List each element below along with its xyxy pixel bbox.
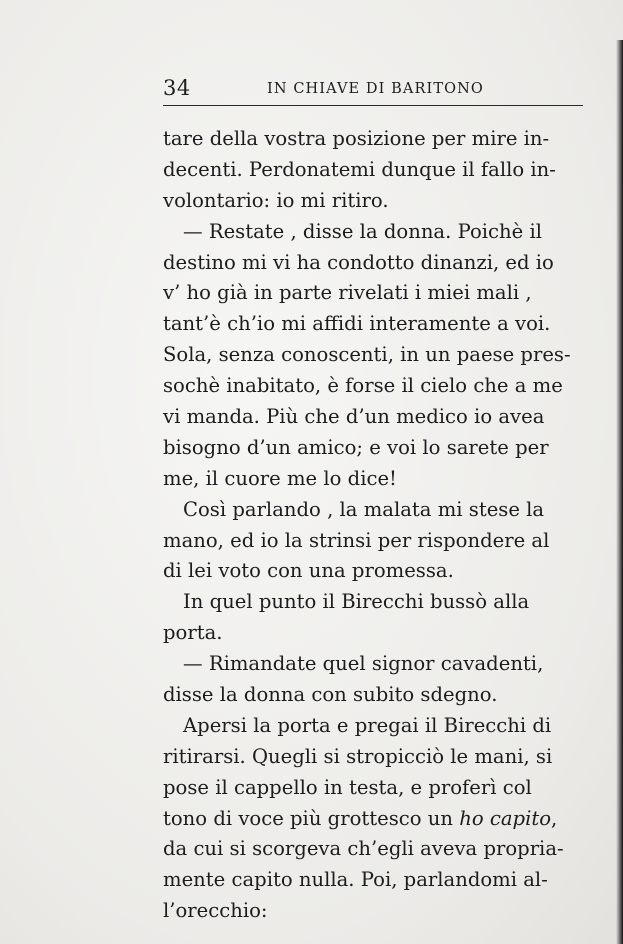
text-line: Apersi la porta e pregai il Birecchi di <box>183 713 552 737</box>
text-line: volontario: io mi ritiro. <box>163 188 389 212</box>
text-line: v’ ho già in parte rivelati i miei mali , <box>163 281 532 305</box>
text-line: destino mi vi ha condotto dinanzi, ed io <box>163 250 554 274</box>
text-line: di lei voto con una promessa. <box>163 559 454 583</box>
text-line: ritirarsi. Quegli si stropicciò le mani, si <box>163 744 553 768</box>
text-line: Sola, senza conoscenti, in un paese pres- <box>163 343 571 367</box>
text-line: da cui si scorgeva ch’egli aveva propria- <box>163 837 564 861</box>
text-line: tono di voce più grottesco un ho capito, <box>163 806 558 830</box>
text-line: vi manda. Più che d’un medico io avea <box>163 405 545 429</box>
page-edge-shadow <box>616 40 623 944</box>
text-line: l’orecchio: <box>163 899 268 923</box>
text-line: decenti. Perdonatemi dunque il fallo in- <box>163 157 556 181</box>
running-title: IN CHIAVE DI BARITONO <box>267 81 484 97</box>
text-line: tant’è ch’io mi affidi interamente a voi. <box>163 312 551 336</box>
text-line: me, il cuore me lo dice! <box>163 466 397 490</box>
text-line: bisogno d’un amico; e voi lo sarete per <box>163 435 549 459</box>
body-text <box>163 124 593 927</box>
text-line: mente capito nulla. Poi, parlandomi al- <box>163 868 548 892</box>
text-line: pose il cappello in testa, e proferì col <box>163 775 532 799</box>
header-rule <box>163 105 583 106</box>
text-line: porta. <box>163 621 223 645</box>
text-line: tare della vostra posizione per mire in- <box>163 127 550 150</box>
text-line: mano, ed io la strinsi per rispondere al <box>163 528 550 552</box>
text-line: disse la donna con subito sdegno. <box>163 683 498 707</box>
italic-phrase: ho capito <box>459 806 552 830</box>
text-line: Così parlando , la malata mi stese la <box>183 497 545 521</box>
page-number: 34 <box>163 76 191 100</box>
page-header <box>163 72 583 102</box>
text-line: — Restate , disse la donna. Poichè il <box>183 219 542 243</box>
text-line: sochè inabitato, è forse il cielo che a me <box>163 374 563 398</box>
text-line: In quel punto il Birecchi bussò alla <box>183 590 530 614</box>
text-line: — Rimandate quel signor cavadenti, <box>183 652 544 676</box>
